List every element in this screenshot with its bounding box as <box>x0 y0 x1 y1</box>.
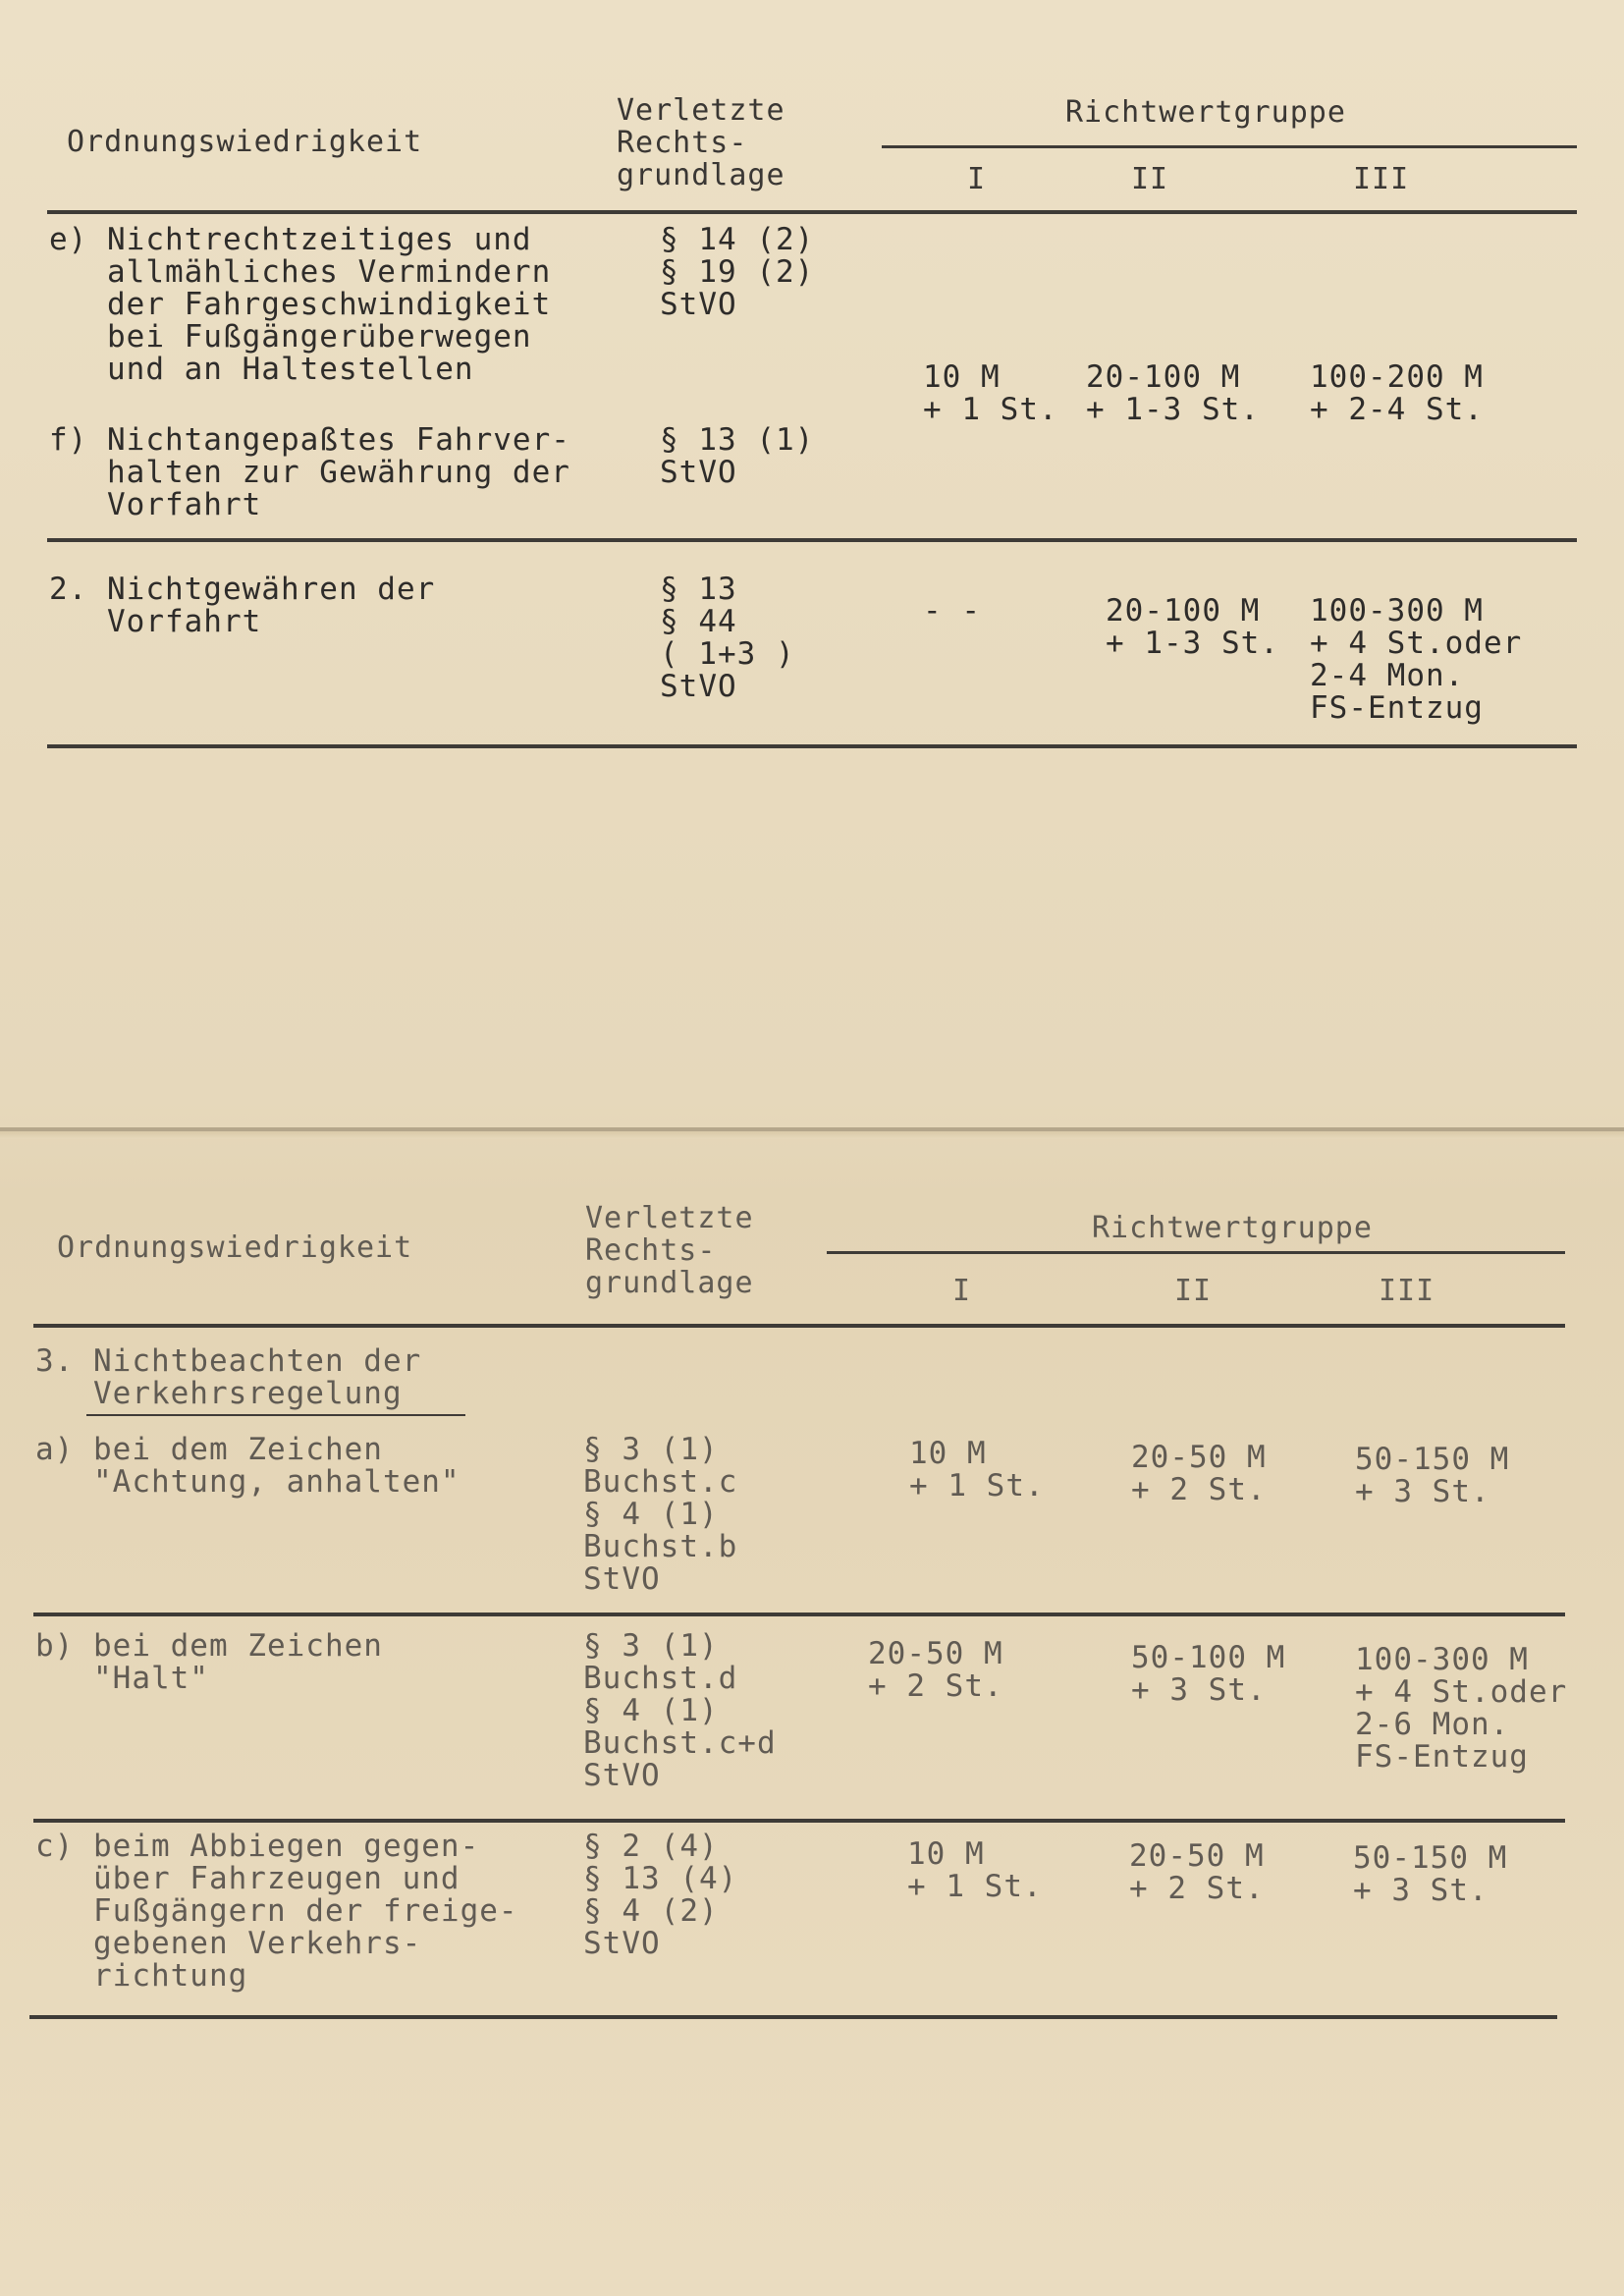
penalty-ef-group-1: 10 M + 1 St. <box>923 359 1058 427</box>
group-underline-top <box>882 145 1577 148</box>
penalty-c-group-3: 50-150 M + 3 St. <box>1353 1840 1508 1908</box>
header-group-3-top: III <box>1353 162 1410 196</box>
fold-shadow <box>0 1131 1624 1139</box>
legal-b: § 3 (1) Buchst.d § 4 (1) Buchst.c+d StVO <box>583 1628 777 1793</box>
penalty-b-group-1: 20-50 M + 2 St. <box>868 1636 1003 1704</box>
penalty-b-group-2: 50-100 M + 3 St. <box>1131 1640 1286 1708</box>
row-rule-bottom-1 <box>33 1613 1565 1616</box>
offense-a: a) bei dem Zeichen "Achtung, anhalten" <box>35 1432 460 1500</box>
penalty-a-group-2: 20-50 M + 2 St. <box>1131 1440 1267 1507</box>
row-rule-bottom-3 <box>29 2015 1557 2019</box>
legal-a: § 3 (1) Buchst.c § 4 (1) Buchst.b StVO <box>583 1432 738 1597</box>
group-underline-bottom <box>827 1251 1565 1254</box>
penalty-ef-group-2: 20-100 M + 1-3 St. <box>1086 359 1260 427</box>
row-rule-top-2 <box>47 744 1577 748</box>
header-offense-top: Ordnungswiedrigkeit <box>67 125 423 159</box>
penalty-a-group-1: 10 M + 1 St. <box>909 1436 1045 1503</box>
offense-b: b) bei dem Zeichen "Halt" <box>35 1628 383 1696</box>
penalty-c-group-1: 10 M + 1 St. <box>907 1836 1043 1904</box>
legal-2: § 13 § 44 ( 1+3 ) StVO <box>660 572 795 704</box>
penalty-b-group-3: 100-300 M + 4 St.oder 2-6 Mon. FS-Entzug <box>1355 1642 1568 1775</box>
penalty-ef-group-3: 100-200 M + 2-4 St. <box>1310 359 1484 427</box>
header-rule-bottom <box>33 1324 1565 1328</box>
header-group-3-bottom: III <box>1379 1274 1435 1308</box>
legal-e: § 14 (2) § 19 (2) StVO <box>660 222 815 322</box>
header-rule-top <box>47 210 1577 214</box>
penalty-2-group-2: 20-100 M + 1-3 St. <box>1106 593 1279 661</box>
penalty-a-group-3: 50-150 M + 3 St. <box>1355 1442 1510 1509</box>
header-offense-bottom: Ordnungswiedrigkeit <box>57 1230 413 1265</box>
header-legal-top: Verletzte Rechts- grundlage <box>617 93 785 192</box>
header-legal-bottom: Verletzte Rechts- grundlage <box>585 1201 754 1300</box>
legal-c: § 2 (4) § 13 (4) § 4 (2) StVO <box>583 1829 738 1961</box>
header-group-bottom: Richtwertgruppe <box>1092 1211 1373 1245</box>
penalty-2-group-3: 100-300 M + 4 St.oder 2-4 Mon. FS-Entzug <box>1310 593 1523 726</box>
header-group-1-top: I <box>967 162 987 196</box>
offense-c: c) beim Abbiegen gegen- über Fahrzeugen und Fußgängern der freige- gebenen Verkehrs- richtung <box>35 1829 518 1994</box>
section-title-3: 3. Nichtbeachten der Verkehrsregelung <box>35 1343 422 1411</box>
section-title-underline <box>86 1414 465 1416</box>
legal-f: § 13 (1) StVO <box>660 422 815 490</box>
header-group-2-top: II <box>1131 162 1169 196</box>
penalty-c-group-2: 20-50 M + 2 St. <box>1129 1838 1265 1906</box>
header-group-2-bottom: II <box>1174 1274 1213 1308</box>
offense-2: 2. Nichtgewähren der Vorfahrt <box>49 572 436 639</box>
penalty-2-group-1: - - <box>923 593 981 629</box>
header-group-top: Richtwertgruppe <box>1065 95 1346 130</box>
row-rule-bottom-2 <box>33 1819 1565 1823</box>
row-rule-top-1 <box>47 538 1577 542</box>
offense-e: e) Nichtrechtzeitiges und allmähliches Vermindern der Fahrgeschwindigkeit bei Fußgängerüberwegen und an Haltestellen <box>49 222 552 387</box>
header-group-1-bottom: I <box>952 1274 972 1308</box>
offense-f: f) Nichtangepaßtes Fahrver- halten zur Gewährung der Vorfahrt <box>49 422 570 522</box>
